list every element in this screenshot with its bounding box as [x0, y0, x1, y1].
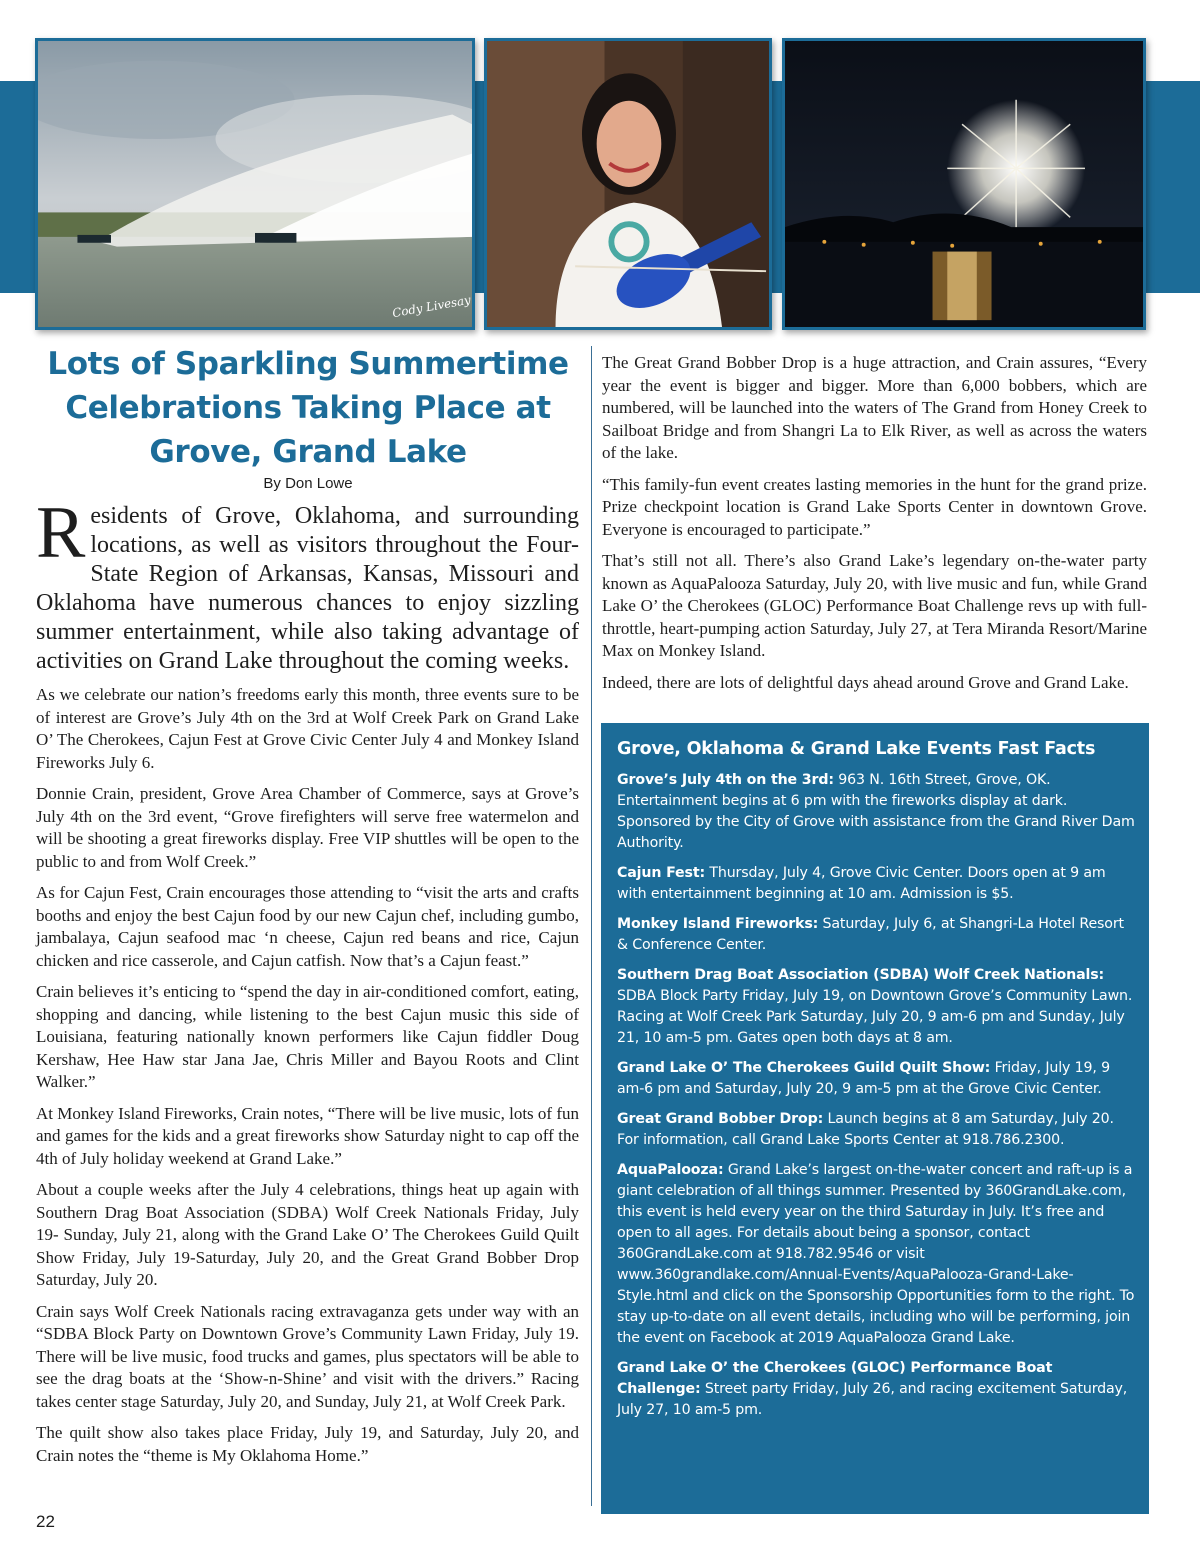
- lead-text: esidents of Grove, Oklahoma, and surrounding locations, as well as visitors throughout the Four-State Region of Arkansas, Kansas, Missouri and Oklahoma have numerous chances to enjoy sizzling summer entertainment, while also taking advantage of activities on Grand Lake throughout the coming weeks.: [36, 503, 579, 674]
- body-paragraph: Indeed, there are lots of delightful days ahead around Grove and Grand Lake.: [602, 672, 1129, 692]
- fact-text: Launch begins at 8 am Saturday, July 20. For information, call Grand Lake Sports Center at 918.786.2300.: [617, 1111, 1114, 1148]
- fact-text: SDBA Block Party Friday, July 19, on Downtown Grove’s Community Lawn. Racing at Wolf Creek Park Saturday, July 20, 9 am-6 pm and Sunday, July 21, 10 am-5 pm. Gates open both days at 8 am.: [617, 988, 1133, 1046]
- fact-label: Monkey Island Fireworks:: [617, 916, 819, 932]
- fact-item: [617, 1058, 1135, 1100]
- column-divider: [591, 346, 592, 1506]
- body-paragraph: At Monkey Island Fireworks, Crain notes, “There will be live music, lots of fun and games for the kids and a great fireworks show Saturday night to cap off the 4th of July holiday weekend at Grand Lake.”: [36, 1103, 579, 1168]
- fact-text: Saturday, July 6, at Shangri-La Hotel Resort & Conference Center.: [617, 916, 1124, 953]
- photo-drag-boats: [35, 38, 475, 330]
- fact-item: [617, 965, 1135, 1049]
- left-column: [36, 492, 579, 1476]
- fact-text: Grand Lake’s largest on-the-water concert and raft-up is a giant celebration of all things summer. Presented by 360GrandLake.com, this event is held every year on the third Saturday in July. It’s free and open to all ages. For details about being a sponsor, contact 360GrandLake.com at 918.782.9546 or visit www.360grandlake.com/Annual-Events/AquaPalooza-Grand-Lake-Style.html and click on the Sponsorship Opportunities form to the right. To stay up-to-date on all event details, including who will be performing, join the event on Facebook at 2019 AquaPalooza Grand Lake.: [617, 1162, 1135, 1346]
- fact-label: Grove’s July 4th on the 3rd:: [617, 772, 834, 788]
- drop-cap: R: [36, 492, 86, 574]
- fact-item: [617, 914, 1135, 956]
- byline: By Don Lowe: [263, 475, 353, 492]
- body-paragraph: As we celebrate our nation’s freedoms early this month, three events sure to be of interest are Grove’s July 4th on the 3rd at Wolf Creek Park on Grand Lake O’ The Cherokees, Cajun Fest at Grove Civic Center July 4 and Monkey Island Fireworks July 6.: [36, 685, 579, 772]
- fact-label: Great Grand Bobber Drop:: [617, 1111, 824, 1127]
- lead-paragraph: [36, 492, 579, 676]
- fact-label: Southern Drag Boat Association (SDBA) Wolf Creek Nationals:: [617, 967, 1105, 983]
- photo-fireworks: [782, 38, 1146, 330]
- fact-text: Street party Friday, July 26, and racing excitement Saturday, July 27, 10 am-5 pm.: [617, 1381, 1128, 1418]
- body-paragraph: Crain says Wolf Creek Nationals racing extravaganza gets under way with an “SDBA Block Party on Downtown Grove’s Community Lawn Friday, July 19. There will be live music, food trucks and games, plus spectators will be able to see the drag boats at the ‘Show-n-Shine’ and visit with the drivers.” Racing takes center stage Saturday, July 20, and Sunday, July 21, at Wolf Creek Park.: [36, 1301, 579, 1411]
- body-paragraph: About a couple weeks after the July 4 celebrations, things heat up again with Southern Drag Boat Association (SDBA) Wolf Creek Nationals Friday, July 19- Sunday, July 21, along with the Grand Lake O’ The Cherokees Guild Quilt Show Friday, July 19-Saturday, July 20, and the Great Grand Bobber Drop Saturday, July 20.: [36, 1180, 579, 1289]
- fact-text: Thursday, July 4, Grove Civic Center. Doors open at 9 am with entertainment beginning at 10 am. Admission is $5.: [617, 865, 1106, 902]
- fact-item: [617, 1109, 1135, 1151]
- article-title: Lots of Sparkling Summertime Celebrations Taking Place at Grove, Grand Lake: [47, 346, 569, 470]
- body-paragraph: The quilt show also takes place Friday, July 19, and Saturday, July 20, and Crain notes the “theme is My Oklahoma Home.”: [36, 1423, 579, 1465]
- fact-item: [617, 1358, 1135, 1421]
- body-paragraph: As for Cajun Fest, Crain encourages those attending to “visit the arts and crafts booths and enjoy the best Cajun food by our new Cajun chef, including gumbo, jambalaya, Cajun seafood mac ‘n cheese, Cajun red beans and rice, Cajun chicken and rice casserole, and Cajun catfish. Now that’s a Cajun feast.”: [36, 883, 579, 970]
- right-column: [602, 352, 1147, 703]
- fact-item: [617, 863, 1135, 905]
- page-number: 22: [36, 1512, 55, 1531]
- body-paragraph: Crain believes it’s enticing to “spend the day in air-conditioned comfort, eating, shopping and dancing, while listening to the best Cajun music this side of Louisiana, featuring nationally known performers like Cajun fiddler Doug Kershaw, Hee Haw star Jana Jae, Chris Miller and Bayou Roots and Clint Walker.”: [36, 982, 579, 1091]
- body-paragraph: “This family-fun event creates lasting memories in the hunt for the grand prize. Prize checkpoint location is Grand Lake Sports Center in downtown Grove. Everyone is encouraged to participate.”: [602, 474, 1147, 539]
- body-paragraph: That’s still not all. There’s also Grand Lake’s legendary on-the-water party known as AquaPalooza Saturday, July 20, with live music and fun, while Grand Lake O’ the Cherokees (GLOC) Performance Boat Challenge revs up with full-throttle, heart-pumping action Saturday, July 27, at Tera Miranda Resort/Marine Max on Monkey Island.: [602, 551, 1147, 660]
- fact-text: 963 N. 16th Street, Grove, OK. Entertainment begins at 6 pm with the fireworks display at dark. Sponsored by the City of Grove with assistance from the Grand River Dam Authority.: [617, 772, 1135, 851]
- fact-item: [617, 770, 1135, 854]
- fast-facts-heading: Grove, Oklahoma & Grand Lake Events Fast Facts: [617, 739, 1096, 759]
- fact-label: Grand Lake O’ The Cherokees Guild Quilt Show:: [617, 1060, 991, 1076]
- fact-text: Friday, July 19, 9 am-6 pm and Saturday, July 20, 9 am-5 pm at the Grove Civic Center.: [617, 1060, 1111, 1097]
- fact-label: Cajun Fest:: [617, 865, 705, 881]
- photo-credit: Cody Livesay: [391, 292, 472, 321]
- fast-facts-box: [601, 723, 1149, 1514]
- fact-label: AquaPalooza:: [617, 1162, 724, 1178]
- fact-label: Grand Lake O’ the Cherokees (GLOC) Performance Boat Challenge:: [617, 1360, 1053, 1397]
- fact-item: [617, 1160, 1135, 1349]
- body-paragraph: The Great Grand Bobber Drop is a huge attraction, and Crain assures, “Every year the event is bigger and bigger. More than 6,000 bobbers, which are numbered, will be launched into the waters of The Grand from Honey Creek to Sailboat Bridge and from Shangri La to Elk River, as well as across the waters of the lake.: [602, 353, 1147, 462]
- body-paragraph: Donnie Crain, president, Grove Area Chamber of Commerce, says at Grove’s July 4th on the 3rd event, “Grove firefighters will serve free watermelon and will be shooting a great fireworks display. Free VIP shuttles will be open to the public to and from Wolf Creek.”: [36, 784, 579, 871]
- photo-fiddler: [484, 38, 772, 330]
